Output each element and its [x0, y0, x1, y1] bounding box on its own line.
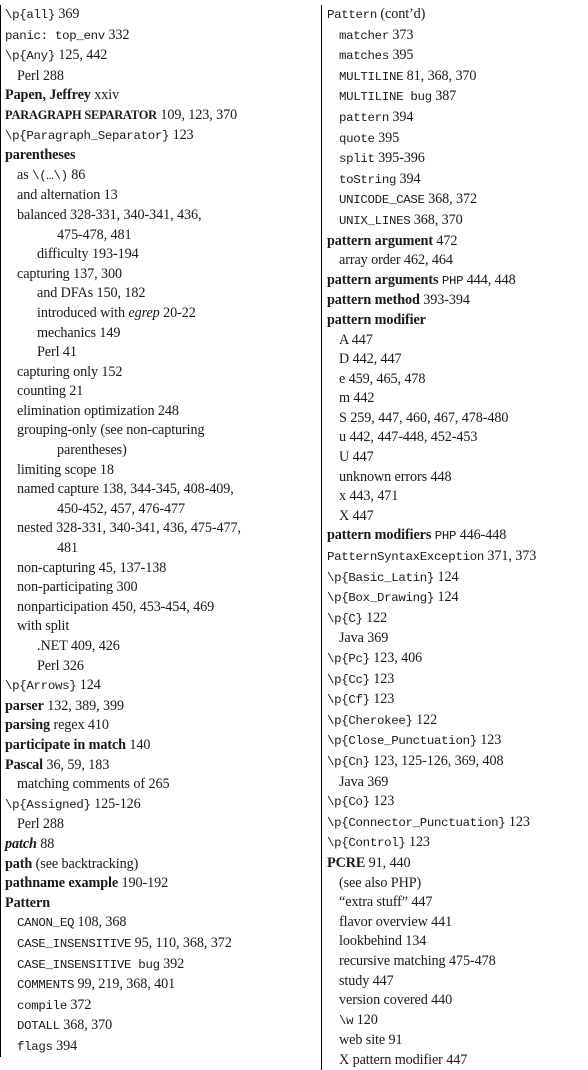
- index-entry-text: 395: [388, 47, 414, 64]
- index-entry: [327, 773, 588, 793]
- index-entry-text: COMMENTS: [17, 978, 75, 993]
- index-entry: [327, 370, 588, 390]
- index-entry-text: PHP: [441, 273, 464, 288]
- index-entry-text: pattern arguments: [327, 271, 439, 288]
- index-entry: [327, 1051, 588, 1070]
- index-entry-text: X 447: [339, 507, 374, 524]
- index-entry: [327, 854, 588, 874]
- index-entry-text: flavor overview 441: [339, 913, 453, 930]
- index-entry: [327, 629, 588, 649]
- index-entry-text: \p{Any}: [5, 49, 55, 64]
- index-column-left: [0, 5, 305, 1057]
- index-entry-text: MULTILINE bug: [339, 90, 432, 105]
- index-entry-text: Perl 288: [17, 67, 64, 84]
- index-entry-text: PatternSyntaxException: [327, 550, 484, 565]
- index-entry-text: pathname example: [5, 875, 119, 892]
- index-entry: [5, 284, 305, 304]
- index-entry: [5, 186, 305, 206]
- index-entry: [5, 500, 305, 520]
- index-entry-text: matcher: [339, 28, 389, 43]
- index-entry-text: egrep: [128, 304, 160, 321]
- index-entry: [327, 190, 588, 211]
- index-entry-text: pattern: [339, 110, 389, 125]
- index-entry: [5, 421, 305, 441]
- index-entry: [327, 833, 588, 854]
- index-entry-text: recursive matching 475-478: [339, 952, 496, 969]
- index-entry-text: \p{Control}: [327, 836, 406, 851]
- index-entry: [327, 350, 588, 370]
- index-entry-text: regex 410: [50, 717, 109, 734]
- index-entry-text: version covered 440: [339, 992, 453, 1009]
- index-entry-text: quote: [339, 131, 375, 146]
- index-entry: [5, 637, 305, 657]
- index-entry-text: as: [17, 166, 33, 183]
- index-entry-text: 124: [76, 677, 101, 694]
- index-entry-text: xxiv: [90, 87, 120, 104]
- index-entry-text: named capture 138, 344-345, 408-409,: [17, 481, 234, 498]
- index-entry-text: pattern method: [327, 292, 420, 309]
- index-entry: [5, 716, 305, 736]
- index-entry: [327, 67, 588, 88]
- index-entry-text: \p{Pc}: [327, 652, 370, 666]
- index-entry-text: UNICODE_CASE: [339, 193, 425, 208]
- index-entry-text: \p{Cf}: [327, 693, 370, 708]
- index-entry-text: nonparticipation 450, 453-454, 469: [17, 598, 215, 615]
- index-entry-text: “extra stuff” 447: [339, 894, 433, 911]
- index-entry: [5, 441, 305, 461]
- index-entry-text: PCRE: [327, 854, 366, 871]
- index-entry: [5, 934, 305, 955]
- index-entry-text: \(…\): [32, 168, 68, 183]
- index-entry-text: 332: [104, 26, 130, 43]
- index-entry-text: \p{Close_Punctuation}: [327, 734, 477, 749]
- index-column-right: [321, 5, 588, 1070]
- index-entry: [5, 480, 305, 500]
- index-entry-text: 369: [54, 6, 80, 22]
- index-entry-text: panic: top_env: [5, 28, 105, 43]
- index-entry-text: 140: [125, 736, 151, 753]
- index-entry: [5, 815, 305, 835]
- index-entry-text: counting 21: [17, 383, 84, 400]
- index-entry: [5, 855, 305, 875]
- index-entry: [5, 835, 305, 855]
- index-entry: [5, 1016, 305, 1037]
- index-entry: [5, 775, 305, 795]
- index-entry-text: 472: [432, 232, 458, 249]
- index-entry-text: path: [5, 855, 33, 872]
- index-entry-text: 368, 372: [424, 191, 477, 208]
- index-entry-text: matching comments of 265: [17, 776, 170, 793]
- index-entry-text: PARAGRAPH SEPARATOR: [5, 107, 157, 122]
- index-entry-text: 120: [353, 1011, 378, 1028]
- index-entry: [5, 343, 305, 363]
- index-entry: [5, 617, 305, 637]
- index-entry-text: mechanics 149: [37, 324, 121, 341]
- index-entry-text: non-participating 300: [17, 579, 138, 596]
- index-entry: [327, 991, 588, 1011]
- index-entry: [327, 568, 588, 589]
- index-entry-text: nested 328-331, 340-341, 436, 475-477,: [17, 520, 241, 537]
- index-entry-text: 109, 123, 370: [156, 106, 238, 123]
- index-entry: [5, 795, 305, 816]
- index-entry-text: \p{Co}: [327, 795, 370, 810]
- index-entry: [327, 108, 588, 129]
- index-entry-text: 123, 125-126, 369, 408: [369, 752, 504, 769]
- index-entry-text: web site 91: [339, 1032, 403, 1049]
- index-entry: [5, 46, 305, 67]
- index-entry: [5, 265, 305, 285]
- index-entry-text: pattern modifier: [327, 311, 426, 328]
- index-entry-text: 394: [388, 108, 414, 125]
- index-entry-text: Perl 326: [37, 657, 84, 674]
- index-entry-text: 124: [434, 568, 459, 585]
- index-entry: [5, 539, 305, 559]
- index-entry: [327, 291, 588, 311]
- index-entry-text: introduced with: [37, 304, 129, 321]
- index-entry: [327, 389, 588, 409]
- index-entry-text: \p{Arrows}: [5, 679, 77, 694]
- index-entry-text: CASE_INSENSITIVE bug: [17, 957, 160, 972]
- index-entry-text: study 447: [339, 972, 394, 989]
- index-entry-text: Java 369: [339, 630, 389, 647]
- index-entry: [5, 736, 305, 756]
- index-entry: [327, 588, 588, 609]
- index-entry-text: 122: [362, 609, 388, 626]
- index-entry-text: Perl 288: [17, 816, 64, 833]
- index-entry: [5, 166, 305, 187]
- index-entry: [327, 972, 588, 992]
- index-entry: [327, 170, 588, 191]
- index-entry: [327, 813, 588, 834]
- index-entry-text: (see also PHP): [339, 874, 422, 891]
- index-entry: [327, 670, 588, 691]
- index-entry-text: U 447: [339, 449, 374, 466]
- index-entry-text: (see backtracking): [32, 855, 139, 872]
- index-entry: [5, 461, 305, 481]
- index-entry-text: D 442, 447: [339, 351, 402, 368]
- index-entry-text: 371, 373: [483, 548, 537, 565]
- index-entry: [5, 756, 305, 776]
- index-entry-text: \p{Cherokee}: [327, 713, 413, 728]
- index-entry-text: 36, 59, 183: [43, 756, 110, 773]
- index-entry-text: 123: [369, 670, 395, 687]
- index-entry: [327, 609, 588, 630]
- index-entry: [327, 87, 588, 108]
- index-entry: [5, 894, 305, 914]
- index-entry: [327, 547, 588, 568]
- index-entry: [5, 519, 305, 539]
- index-entry-text: 444, 448: [463, 271, 516, 288]
- index-entry: [327, 952, 588, 972]
- index-entry-text: pattern modifiers: [327, 527, 432, 544]
- index-entry-text: difficulty 193-194: [37, 246, 139, 263]
- index-entry-text: X pattern modifier 447: [339, 1051, 468, 1068]
- index-entry-text: 122: [412, 711, 438, 728]
- index-entry-text: 123: [405, 834, 430, 851]
- index-entry-text: 368, 370: [410, 211, 463, 228]
- index-entry: [5, 67, 305, 87]
- index-entry: [5, 578, 305, 598]
- index-entry-text: CASE_INSENSITIVE: [17, 936, 132, 951]
- index-entry: [5, 146, 305, 166]
- index-entry: [5, 382, 305, 402]
- index-entry-text: Pascal: [5, 756, 44, 773]
- index-entry-text: 450-452, 457, 476-477: [57, 500, 185, 517]
- index-entry-text: \p{C}: [327, 611, 363, 626]
- index-entry-text: 190-192: [118, 875, 169, 892]
- index-entry: [5, 5, 305, 26]
- index-entry: [327, 487, 588, 507]
- index-entry: [327, 792, 588, 813]
- index-entry-text: lookbehind 134: [339, 933, 427, 950]
- index-entry: [5, 324, 305, 344]
- index-entry-text: and alternation 13: [17, 187, 118, 204]
- index-entry-text: flags: [17, 1039, 53, 1054]
- index-entry-text: Perl 41: [37, 344, 77, 361]
- index-entry-text: elimination optimization 248: [17, 402, 179, 419]
- index-entry: [327, 409, 588, 429]
- index-entry: [5, 245, 305, 265]
- index-entry: [327, 932, 588, 952]
- index-entry-text: \p{Box_Drawing}: [327, 591, 435, 606]
- index-entry: [327, 649, 588, 670]
- index-entry-text: 387: [431, 88, 457, 105]
- index-entry-text: 125-126: [90, 795, 141, 812]
- index-entry: [5, 975, 305, 996]
- index-entry-text: x 443, 471: [339, 488, 399, 505]
- index-entry-text: split: [339, 152, 375, 167]
- index-entry: [327, 711, 588, 732]
- index-entry-text: parentheses: [5, 147, 76, 164]
- index-entry: [5, 996, 305, 1017]
- index-entry: [5, 126, 305, 147]
- index-entry-text: \p{all}: [5, 8, 55, 22]
- index-entry-text: 123, 406: [369, 650, 423, 666]
- index-entry-text: non-capturing 45, 137-138: [17, 559, 167, 576]
- index-entry: [5, 598, 305, 618]
- index-entry-text: m 442: [339, 390, 375, 407]
- index-entry-text: parentheses): [57, 442, 127, 459]
- index-entry-text: participate in match: [5, 736, 126, 753]
- index-entry: [327, 731, 588, 752]
- index-entry: [327, 129, 588, 150]
- index-entry-text: \p{Basic_Latin}: [327, 570, 435, 585]
- index-entry-text: \p{Cn}: [327, 754, 370, 769]
- index-entry: [327, 526, 588, 547]
- index-entry-text: S 259, 447, 460, 467, 478-480: [339, 409, 509, 426]
- index-entry-text: 446-448: [456, 527, 507, 544]
- index-entry-text: Papen, Jeffrey: [5, 87, 91, 104]
- index-entry: [327, 507, 588, 527]
- index-entry-text: \p{Cc}: [327, 672, 370, 687]
- index-entry-text: 123: [476, 732, 502, 749]
- index-entry-text: PHP: [434, 529, 457, 544]
- index-entry-text: parser: [5, 697, 44, 714]
- index-entry-text: array order 462, 464: [339, 252, 453, 269]
- index-entry-text: 475-478, 481: [57, 226, 132, 243]
- index-entry-text: limiting scope 18: [17, 461, 114, 478]
- index-entry-text: A 447: [339, 331, 373, 348]
- index-entry: [5, 874, 305, 894]
- index-entry-text: 123: [169, 126, 194, 143]
- index-entry-text: 86: [67, 166, 86, 183]
- index-entry: [5, 657, 305, 677]
- index-entry-text: 125, 442: [54, 47, 108, 64]
- index-entry-text: balanced 328-331, 340-341, 436,: [17, 206, 202, 223]
- index-entry: [5, 26, 305, 47]
- index-entry: [5, 106, 305, 126]
- index-entry: [327, 428, 588, 448]
- index-entry-text: \p{Connector_Punctuation}: [327, 815, 506, 830]
- index-entry: [327, 874, 588, 894]
- index-entry-text: unknown errors 448: [339, 468, 452, 485]
- index-entry: [327, 690, 588, 711]
- index-entry-text: 372: [66, 996, 92, 1013]
- index-entry-text: 394: [396, 170, 421, 187]
- index-entry-text: u 442, 447-448, 452-453: [339, 429, 478, 446]
- index-entry-text: 123: [369, 793, 395, 810]
- index-entry-text: 395-396: [374, 150, 425, 167]
- index-entry: [5, 955, 305, 976]
- index-entry-text: parsing: [5, 717, 51, 734]
- index-entry: [5, 676, 305, 697]
- index-entry-text: \p{Assigned}: [5, 797, 91, 812]
- index-entry: [5, 913, 305, 934]
- index-entry-text: matches: [339, 49, 389, 64]
- index-entry: [5, 697, 305, 717]
- index-entry: [327, 271, 588, 292]
- index-entry-text: (cont’d): [376, 6, 426, 22]
- index-entry-text: 99, 219, 368, 401: [74, 976, 176, 993]
- index-entry-text: Pattern: [5, 894, 50, 911]
- index-entry: [327, 211, 588, 232]
- index-entry-text: DOTALL: [17, 1019, 60, 1034]
- index-entry-text: 124: [434, 589, 459, 606]
- index-entry-text: 481: [57, 540, 78, 557]
- index-entry-text: with split: [17, 618, 70, 635]
- index-entry-text: 81, 368, 370: [403, 67, 477, 84]
- index-entry-text: 132, 389, 399: [43, 697, 124, 714]
- index-entry: [5, 1037, 305, 1058]
- index-entry-text: 20-22: [159, 304, 196, 321]
- index-entry-text: compile: [17, 998, 67, 1013]
- index-entry: [5, 402, 305, 422]
- index-entry: [327, 752, 588, 773]
- index-entry: [5, 363, 305, 383]
- index-entry: [327, 251, 588, 271]
- index-entry: [327, 913, 588, 933]
- index-entry-text: 395: [374, 129, 400, 146]
- index-entry-text: MULTILINE: [339, 69, 404, 84]
- index-entry-text: capturing 137, 300: [17, 265, 122, 282]
- index-entry-text: and DFAs 150, 182: [37, 285, 146, 302]
- index-entry-text: grouping-only (see non-capturing: [17, 422, 205, 439]
- index-entry-text: e 459, 465, 478: [339, 370, 426, 387]
- index-entry-text: Pattern: [327, 8, 377, 22]
- index-entry-text: UNIX_LINES: [339, 213, 411, 228]
- index-entry: [327, 46, 588, 67]
- index-entry: [327, 149, 588, 170]
- index-entry-text: .NET 409, 426: [37, 638, 120, 654]
- index-entry-text: capturing only 152: [17, 363, 123, 380]
- index-entry: [327, 311, 588, 331]
- index-entry-text: 123: [505, 813, 530, 830]
- index-entry-text: \p{Paragraph_Separator}: [5, 128, 170, 143]
- index-entry: [327, 26, 588, 47]
- index-entry-text: patch: [5, 835, 37, 852]
- index-entry-text: 123: [369, 691, 395, 708]
- index-entry: [327, 468, 588, 488]
- index-entry: [327, 448, 588, 468]
- index-entry: [5, 226, 305, 246]
- index-entry-text: 392: [159, 955, 185, 972]
- index-entry: [5, 206, 305, 226]
- index-entry: [327, 232, 588, 252]
- index-entry-text: 108, 368: [74, 914, 127, 931]
- index-entry-text: 88: [36, 835, 55, 852]
- index-entry-text: toString: [339, 172, 397, 187]
- index-entry-text: pattern argument: [327, 232, 433, 249]
- index-entry-text: 393-394: [419, 292, 470, 309]
- index-entry: [327, 1011, 588, 1032]
- index-entry-text: 394: [52, 1037, 78, 1054]
- index-entry: [5, 86, 305, 106]
- index-entry-text: \w: [339, 1013, 354, 1028]
- index-entry: [327, 1031, 588, 1051]
- index-entry-text: 373: [388, 26, 414, 43]
- index-entry: [327, 331, 588, 351]
- index-entry: [5, 559, 305, 579]
- index-entry-text: Java 369: [339, 773, 389, 790]
- index-entry-text: 368, 370: [59, 1017, 113, 1034]
- index-entry-text: CANON_EQ: [17, 916, 75, 931]
- index-entry: [5, 304, 305, 324]
- index-entry: [327, 5, 588, 26]
- index-entry-text: 91, 440: [365, 854, 411, 871]
- index-entry-text: 95, 110, 368, 372: [131, 934, 232, 951]
